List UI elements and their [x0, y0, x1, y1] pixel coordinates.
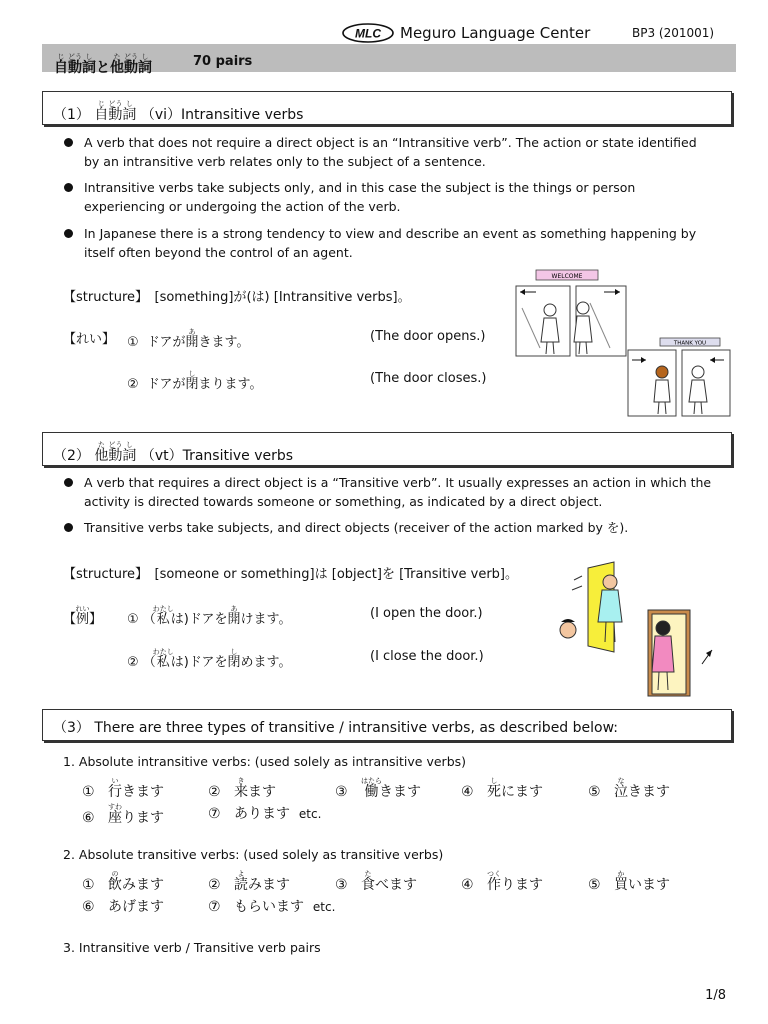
logo-text: MLC [355, 26, 381, 41]
section-1-example-2-en: (The door closes.) [370, 371, 487, 386]
page-title: 自じ動どう詞しと他た動どう詞し [54, 53, 152, 76]
section-1-bullet-2: Intransitive verbs take subjects only, and in this case the subject is the things or person experiencing or undergoing the action of the verb. [64, 178, 714, 216]
section-1-structure: 【structure】 [something]が(は) [Intransitive verbs]。 [63, 290, 411, 305]
section-1-example-1-en: (The door opens.) [370, 329, 486, 344]
mlc-logo [342, 23, 394, 43]
list-1-item-6: ⑥ 座すわります [82, 803, 164, 826]
section-1-heading: （1） 自じ動どう詞し （vi）Intransitive verbs [42, 91, 732, 125]
section-2-bullet-1: A verb that requires a direct object is a “Transitive verb”. It usually expresses an action in which the activity is directed towards someone or something, as indicated by a direct object. [64, 473, 714, 511]
list-1-title: 1. Absolute intransitive verbs: (used solely as intransitive verbs) [63, 754, 467, 769]
bullet-icon [64, 478, 73, 487]
section-1-bullet-1: A verb that does not require a direct object is an “Intransitive verb”. The action or state identified by an intransitive verb relates only to the subject of a sentence. [64, 133, 714, 171]
list-2-item-7: ⑦ もらいます etc. [208, 899, 336, 915]
section-2-rei-label: 【例れい】 [63, 605, 103, 627]
list-2-item-4: ④ 作つくります [461, 870, 543, 893]
sign-thank-you: THANK YOU [673, 340, 707, 347]
list-1-item-5: ⑤ 泣なきます [588, 777, 670, 800]
list-1-item-3: ③ 働はたらきます [335, 777, 421, 800]
section-3-heading: （3） There are three types of transitive / intransitive verbs, as described below: [42, 709, 732, 741]
bullet-icon [64, 523, 73, 532]
bullet-icon [64, 183, 73, 192]
list-3-title: 3. Intransitive verb / Transitive verb pairs [63, 940, 321, 955]
title-pairs: 70 pairs [193, 54, 253, 69]
section-2-example-1: ① （私わたしは)ドアを開あけます。 [127, 605, 292, 627]
section-1-rei-label: 【れい】 [63, 332, 116, 347]
section-1-example-2: ② ドアが閉しまります。 [127, 370, 263, 392]
bullet-icon [64, 229, 73, 238]
door-illustration [552, 560, 730, 700]
section-2-bullet-2: Transitive verbs take subjects, and direct objects (receiver of the action marked by を). [64, 518, 714, 537]
sign-welcome: WELCOME [551, 273, 583, 280]
list-2-item-2: ② 読よみます [208, 870, 290, 893]
header-center-name: Meguro Language Center [400, 24, 591, 42]
list-2-item-5: ⑤ 買かいます [588, 870, 670, 893]
title-bar [42, 44, 736, 76]
automatic-door-illustration [510, 268, 735, 420]
list-2-item-1: ① 飲のみます [82, 870, 164, 893]
section-2-structure: 【structure】 [someone or something]は [object]を [Transitive verb]。 [63, 567, 519, 582]
list-1-item-4: ④ 死しにます [461, 777, 543, 800]
section-2-example-1-en: (I open the door.) [370, 606, 483, 621]
list-2-item-3: ③ 食たべます [335, 870, 417, 893]
section-2-example-2: ② （私わたしは)ドアを閉しめます。 [127, 648, 292, 670]
section-1-bullet-3: In Japanese there is a strong tendency to view and describe an event as something happening by itself often beyond the control of an agent. [64, 224, 714, 262]
section-2-heading: （2） 他た動どう詞し （vt）Transitive verbs [42, 432, 732, 466]
list-1-item-2: ② 来きます [208, 777, 276, 800]
header-doc-code: BP3 (201001) [632, 26, 715, 40]
list-1-item-7: ⑦ あります etc. [208, 806, 322, 822]
page-number: 1/8 [705, 988, 726, 1003]
list-1-item-1: ① 行いきます [82, 777, 164, 800]
section-2-example-2-en: (I close the door.) [370, 649, 484, 664]
list-2-item-6: ⑥ あげます [82, 899, 164, 915]
section-1-example-1: ① ドアが開あきます。 [127, 328, 250, 350]
list-2-title: 2. Absolute transitive verbs: (used solely as transitive verbs) [63, 847, 444, 862]
bullet-icon [64, 138, 73, 147]
